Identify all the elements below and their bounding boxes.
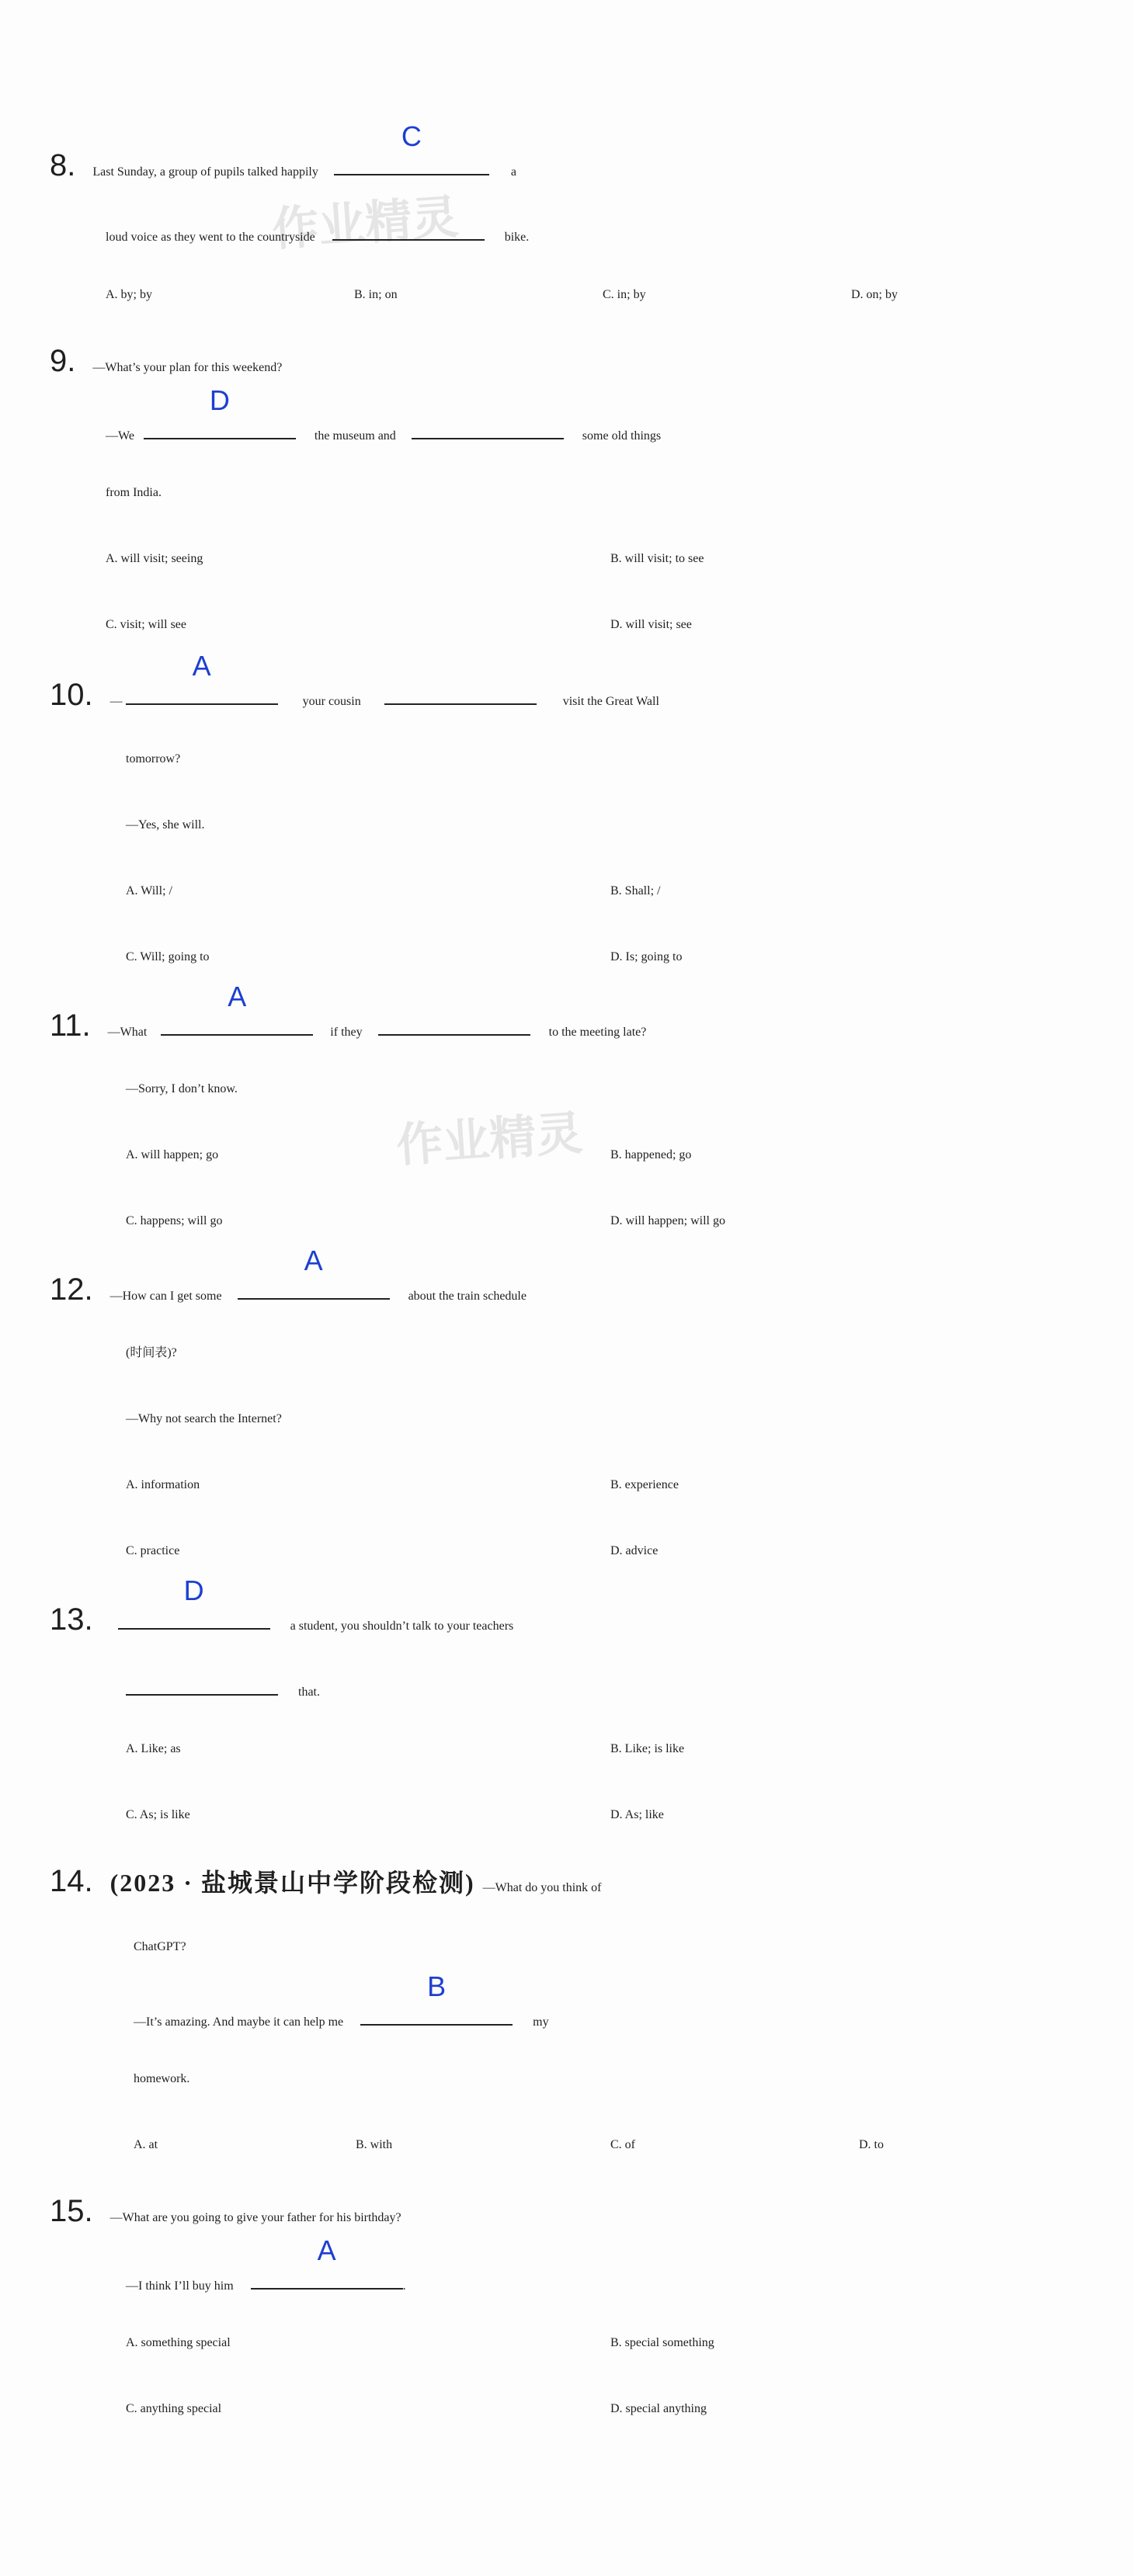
question-text: to the meeting late?	[548, 1026, 647, 1039]
option-c[interactable]: C. visit; will see	[106, 618, 186, 631]
answer-blank[interactable]	[378, 1000, 530, 1036]
option-c[interactable]: C. anything special	[126, 2402, 222, 2415]
answer-blank[interactable]	[360, 1970, 513, 2026]
question-text: a	[510, 165, 516, 179]
question-text: Last Sunday, a group of pupils talked happily	[92, 165, 318, 179]
question-text: —We	[106, 429, 134, 443]
question-text: that.	[298, 1686, 320, 1699]
watermark: 作业精灵	[270, 189, 460, 258]
question-number: 12.	[50, 1272, 93, 1307]
question-text: —Sorry, I don’t know.	[126, 1082, 238, 1095]
question-text: bike.	[504, 231, 530, 244]
option-d[interactable]: D. will visit; see	[610, 618, 692, 631]
option-d[interactable]: D. advice	[610, 1544, 659, 1557]
answer-blank[interactable]	[126, 650, 278, 705]
question-text: .	[402, 2279, 406, 2293]
answer-mark: B	[427, 1970, 447, 2002]
answer-blank[interactable]	[251, 2234, 403, 2290]
option-d[interactable]: D. As; like	[610, 1808, 664, 1821]
question-number: 9.	[50, 344, 76, 378]
watermark: 作业精灵	[394, 1106, 585, 1174]
question-text: —I think I’ll buy him	[126, 2279, 234, 2293]
option-a[interactable]: A. will visit; seeing	[106, 552, 203, 565]
option-c[interactable]: C. practice	[126, 1544, 180, 1557]
option-c[interactable]: C. of	[610, 2138, 635, 2151]
option-b[interactable]: B. will visit; to see	[610, 552, 704, 565]
answer-mark: A	[317, 2234, 336, 2266]
answer-blank[interactable]	[238, 1245, 390, 1300]
question-text: —What’s your plan for this weekend?	[92, 361, 283, 374]
answer-blank[interactable]	[384, 669, 537, 705]
question-text: —How can I get some	[109, 1290, 222, 1303]
answer-mark: A	[192, 650, 211, 682]
question-text: tomorrow?	[126, 752, 181, 766]
option-a[interactable]: A. by; by	[106, 288, 152, 301]
question-text: —Yes, she will.	[126, 818, 205, 831]
answer-blank[interactable]	[161, 981, 313, 1036]
question-text: homework.	[134, 2072, 190, 2085]
question-text: —	[109, 695, 123, 708]
answer-mark: D	[183, 1574, 204, 1606]
question-text: from India.	[106, 486, 162, 499]
option-d[interactable]: D. will happen; will go	[610, 1214, 725, 1227]
question-text: —What do you think of	[482, 1881, 602, 1894]
answer-blank[interactable]	[332, 205, 485, 241]
option-b[interactable]: B. happened; go	[610, 1148, 692, 1161]
question-text: —What are you going to give your father for his birthday?	[109, 2211, 401, 2224]
answer-blank[interactable]	[334, 120, 489, 175]
option-a[interactable]: A. at	[134, 2138, 158, 2151]
option-a[interactable]: A. Like; as	[126, 1742, 181, 1755]
option-a[interactable]: A. information	[126, 1478, 200, 1491]
option-d[interactable]: D. special anything	[610, 2402, 707, 2415]
option-b[interactable]: B. Shall; /	[610, 884, 661, 897]
question-text: —Why not search the Internet?	[126, 1412, 282, 1425]
option-d[interactable]: D. to	[859, 2138, 884, 2151]
option-c[interactable]: C. As; is like	[126, 1808, 190, 1821]
option-b[interactable]: B. in; on	[354, 288, 398, 301]
question-number: 14.	[50, 1864, 93, 1898]
question-number: 8.	[50, 148, 76, 182]
answer-mark: C	[401, 120, 422, 152]
question-text: the museum and	[314, 429, 396, 443]
question-text: my	[533, 2015, 549, 2029]
option-a[interactable]: A. something special	[126, 2336, 231, 2349]
answer-mark: A	[228, 981, 247, 1012]
question-number: 11.	[50, 1009, 91, 1043]
option-a[interactable]: A. will happen; go	[126, 1148, 219, 1161]
answer-blank[interactable]	[144, 384, 296, 439]
question-text: some old things	[582, 429, 662, 443]
option-c[interactable]: C. happens; will go	[126, 1214, 223, 1227]
question-number: 10.	[50, 678, 93, 712]
option-c[interactable]: C. in; by	[603, 288, 646, 301]
option-b[interactable]: B. special something	[610, 2336, 714, 2349]
option-a[interactable]: A. Will; /	[126, 884, 172, 897]
question-text: —It’s amazing. And maybe it can help me	[134, 2015, 344, 2029]
question-text: ChatGPT?	[134, 1940, 186, 1953]
option-d[interactable]: D. Is; going to	[610, 950, 683, 963]
question-text: —What	[107, 1026, 148, 1039]
question-text: (时间表)?	[126, 1346, 177, 1359]
question-number: 13.	[50, 1602, 93, 1637]
question-text: if they	[330, 1026, 363, 1039]
answer-blank[interactable]	[118, 1574, 270, 1630]
option-b[interactable]: B. with	[356, 2138, 393, 2151]
question-text: your cousin	[302, 695, 361, 708]
question-text: loud voice as they went to the countryside	[106, 231, 315, 244]
answer-blank[interactable]	[412, 404, 564, 439]
question-text: about the train schedule	[408, 1290, 527, 1303]
option-d[interactable]: D. on; by	[851, 288, 898, 301]
question-number: 15.	[50, 2194, 93, 2228]
option-c[interactable]: C. Will; going to	[126, 950, 210, 963]
answer-mark: A	[304, 1245, 323, 1276]
question-source: (2023 · 盐城景山中学阶段检测)	[109, 1869, 475, 1897]
option-b[interactable]: B. Like; is like	[610, 1742, 685, 1755]
answer-mark: D	[209, 384, 230, 416]
option-b[interactable]: B. experience	[610, 1478, 679, 1491]
answer-blank[interactable]	[126, 1660, 278, 1696]
question-text: visit the Great Wall	[562, 695, 659, 708]
question-text: a student, you shouldn’t talk to your teachers	[290, 1620, 514, 1633]
